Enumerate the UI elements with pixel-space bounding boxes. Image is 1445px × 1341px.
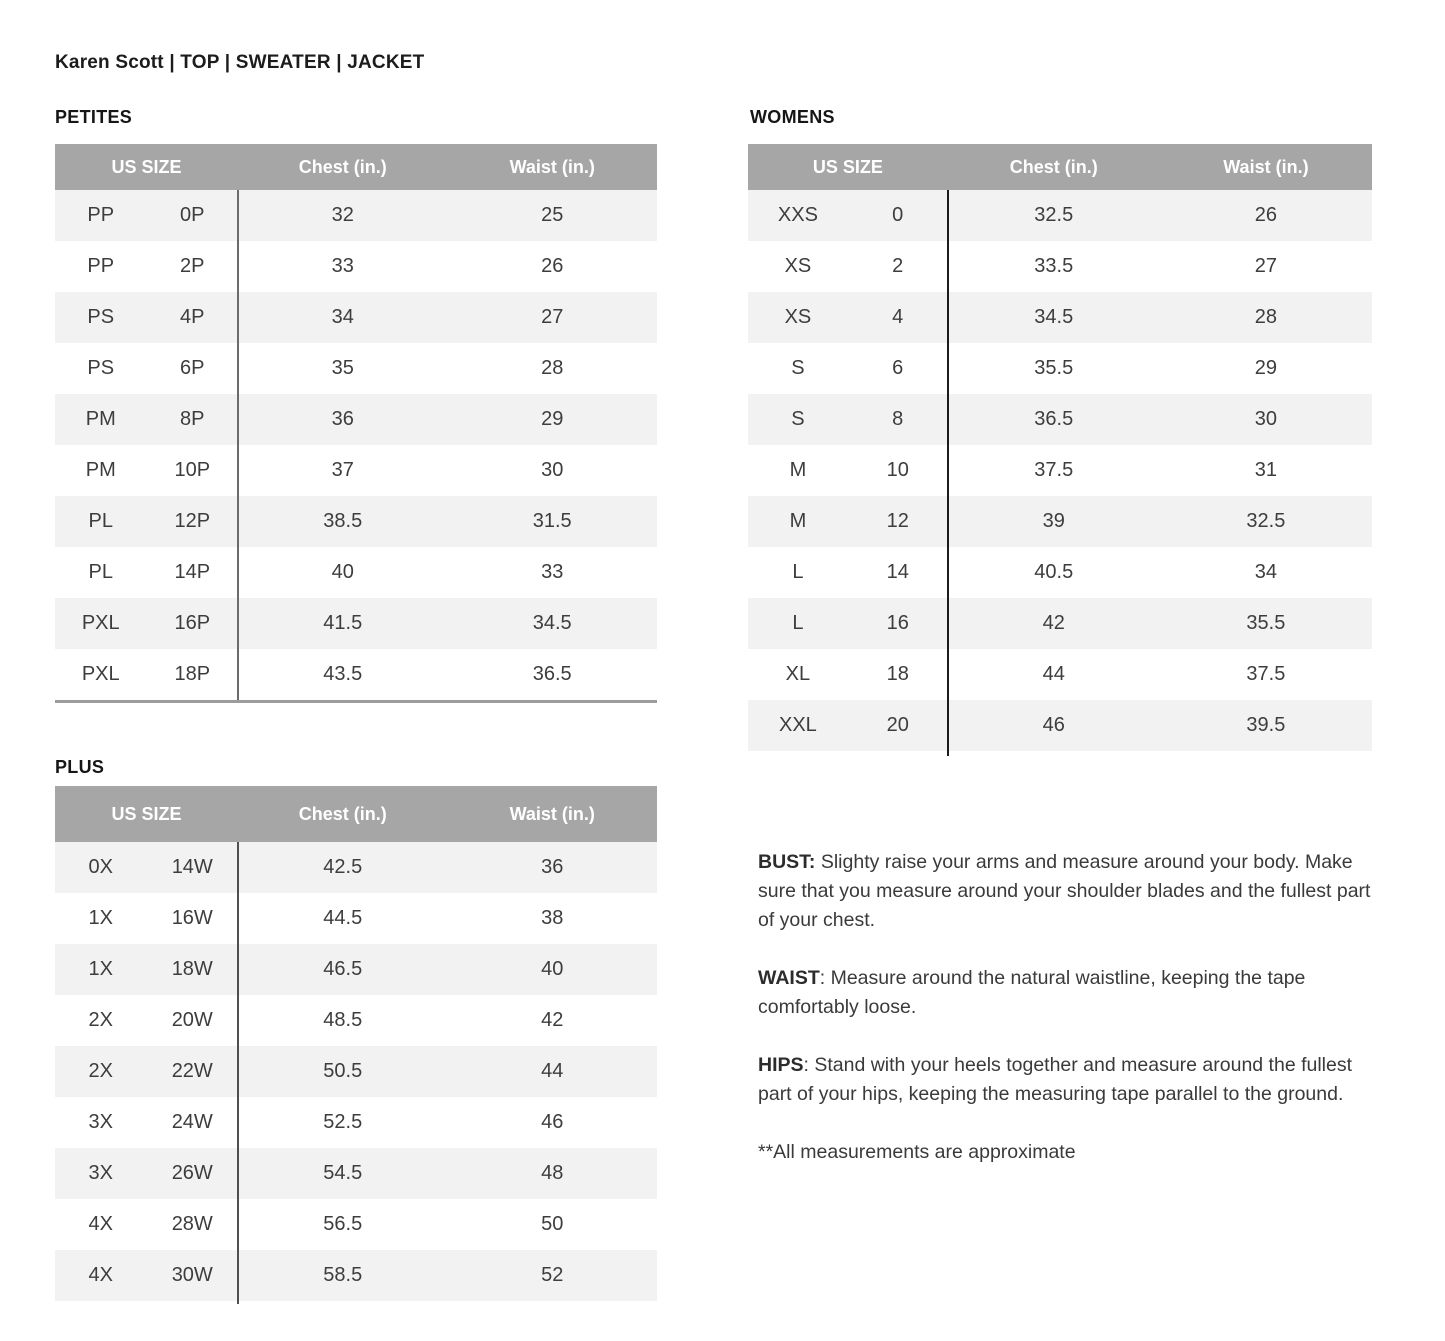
chest-value-cell: 43.5	[323, 663, 363, 685]
waist-value-cell: 52	[541, 1264, 564, 1286]
size-code-cell: 3X	[88, 1111, 113, 1133]
table-row	[55, 1250, 657, 1301]
table-row	[55, 547, 657, 598]
table-row	[748, 190, 1372, 241]
waist-value-cell: 39.5	[1246, 714, 1286, 736]
waist-value-cell: 28	[1254, 306, 1278, 328]
womens-table	[748, 144, 1372, 751]
size-code-cell: XS	[784, 306, 812, 328]
size-number-cell: 4P	[180, 306, 205, 328]
size-code-cell: 3X	[88, 1162, 113, 1184]
chest-value-cell: 32	[331, 204, 354, 226]
table-row	[55, 995, 657, 1046]
waist-value-cell: 35.5	[1246, 612, 1286, 634]
table-row	[748, 394, 1372, 445]
size-code-cell: PXL	[81, 612, 120, 634]
size-code-cell: PP	[87, 255, 115, 277]
size-code-cell: PL	[88, 561, 113, 583]
chest-header: Chest (in.)	[298, 803, 387, 824]
size-code-cell: 1X	[88, 958, 113, 980]
waist-value-cell: 37.5	[1246, 663, 1286, 685]
womens-section-label: WOMENS	[750, 107, 835, 127]
size-number-cell: 2P	[180, 255, 205, 277]
chest-value-cell: 40.5	[1034, 561, 1074, 583]
waist-value-cell: 27	[541, 306, 564, 328]
table-row	[55, 445, 657, 496]
size-code-cell: PS	[87, 306, 115, 328]
table-row	[55, 1046, 657, 1097]
chest-value-cell: 44.5	[323, 907, 363, 929]
waist-value-cell: 38	[541, 907, 564, 929]
waist-value-cell: 46	[541, 1111, 564, 1133]
table-bottom-border	[55, 700, 657, 703]
size-code-cell: 2X	[88, 1009, 113, 1031]
size-code-cell: PM	[85, 408, 116, 430]
waist-value-cell: 29	[541, 408, 564, 430]
petites-table-header	[55, 144, 657, 190]
size-number-cell: 20W	[171, 1009, 213, 1031]
chest-value-cell: 42.5	[323, 856, 363, 878]
waist-value-cell: 36.5	[532, 663, 572, 685]
waist-header: Waist (in.)	[509, 803, 595, 824]
us-size-header: US SIZE	[111, 156, 182, 177]
size-number-cell: 20	[886, 714, 909, 736]
table-row	[55, 1199, 657, 1250]
chest-value-cell: 48.5	[323, 1009, 363, 1031]
waist-value-cell: 50	[541, 1213, 564, 1235]
waist-value-cell: 28	[541, 357, 564, 379]
chest-value-cell: 52.5	[323, 1111, 363, 1133]
table-row	[55, 496, 657, 547]
table-row	[748, 598, 1372, 649]
waist-value-cell: 44	[541, 1060, 564, 1082]
chest-value-cell: 34.5	[1034, 306, 1074, 328]
plus-table-body	[55, 842, 657, 1301]
plus-section-label: PLUS	[55, 757, 105, 777]
table-row	[55, 944, 657, 995]
waist-note-label: WAIST	[758, 967, 820, 989]
size-number-cell: 14W	[171, 856, 213, 878]
size-number-cell: 16W	[171, 907, 213, 929]
size-number-cell: 28W	[171, 1213, 213, 1235]
size-code-cell: 1X	[88, 907, 113, 929]
size-number-cell: 12	[886, 510, 909, 532]
size-code-cell: S	[791, 357, 805, 379]
size-code-cell: PXL	[81, 663, 120, 685]
hips-note-text: : Stand with your heels together and measure around the fullest part of your hips, keeping the measuring tape parallel to the ground.	[758, 1054, 1353, 1105]
size-number-cell: 12P	[174, 510, 211, 532]
waist-value-cell: 30	[541, 459, 564, 481]
womens-table-body	[748, 190, 1372, 751]
size-code-cell: XS	[784, 255, 812, 277]
chest-value-cell: 35	[331, 357, 354, 379]
table-row	[748, 547, 1372, 598]
waist-value-cell: 25	[541, 204, 564, 226]
waist-value-cell: 34.5	[532, 612, 572, 634]
chest-value-cell: 42	[1042, 612, 1065, 634]
chest-value-cell: 38.5	[323, 510, 363, 532]
table-row	[55, 1097, 657, 1148]
petites-table	[55, 144, 657, 700]
chest-value-cell: 36	[331, 408, 354, 430]
size-code-cell: PM	[85, 459, 116, 481]
size-number-cell: 30W	[171, 1264, 213, 1286]
size-number-cell: 8P	[180, 408, 205, 430]
chest-value-cell: 41.5	[323, 612, 363, 634]
waist-header: Waist (in.)	[1223, 156, 1309, 177]
size-code-cell: XXS	[777, 204, 818, 226]
table-row	[748, 649, 1372, 700]
table-row	[748, 700, 1372, 751]
table-row	[748, 292, 1372, 343]
size-number-cell: 10P	[174, 459, 211, 481]
waist-value-cell: 26	[541, 255, 564, 277]
size-number-cell: 2	[892, 255, 904, 277]
size-code-cell: 4X	[88, 1213, 113, 1235]
size-code-cell: M	[789, 510, 807, 532]
chest-value-cell: 32.5	[1034, 204, 1074, 226]
chest-value-cell: 34	[331, 306, 354, 328]
column-divider-line	[237, 842, 239, 1304]
page-title: Karen Scott | TOP | SWEATER | JACKET	[55, 52, 425, 73]
table-row	[55, 893, 657, 944]
size-number-cell: 18P	[174, 663, 211, 685]
table-row	[55, 343, 657, 394]
size-code-cell: L	[792, 561, 804, 583]
table-row	[55, 394, 657, 445]
waist-value-cell: 32.5	[1246, 510, 1286, 532]
us-size-header: US SIZE	[812, 156, 883, 177]
chest-value-cell: 39	[1042, 510, 1065, 532]
size-code-cell: PS	[87, 357, 115, 379]
size-number-cell: 10	[886, 459, 909, 481]
size-number-cell: 4	[892, 306, 904, 328]
chest-value-cell: 40	[331, 561, 354, 583]
approximate-footnote: **All measurements are approximate	[758, 1141, 1076, 1163]
column-divider-line	[947, 190, 949, 756]
table-row	[55, 598, 657, 649]
size-number-cell: 26W	[171, 1162, 213, 1184]
size-code-cell: XXL	[779, 714, 817, 736]
table-row	[748, 445, 1372, 496]
hips-note	[758, 1051, 1380, 1109]
size-number-cell: 18	[886, 663, 909, 685]
waist-value-cell: 31.5	[532, 510, 572, 532]
chest-value-cell: 56.5	[323, 1213, 363, 1235]
chest-header: Chest (in.)	[298, 156, 387, 177]
size-number-cell: 24W	[171, 1111, 213, 1133]
size-code-cell: S	[791, 408, 805, 430]
petites-section-label: PETITES	[55, 107, 133, 127]
size-code-cell: 4X	[88, 1264, 113, 1286]
size-code-cell: PP	[87, 204, 115, 226]
bust-note	[758, 848, 1380, 935]
chest-value-cell: 50.5	[323, 1060, 363, 1082]
table-row	[55, 842, 657, 893]
size-code-cell: 0X	[88, 856, 113, 878]
chest-value-cell: 37	[331, 459, 354, 481]
size-code-cell: M	[789, 459, 807, 481]
waist-value-cell: 31	[1254, 459, 1278, 481]
size-number-cell: 6	[892, 357, 904, 379]
waist-value-cell: 29	[1254, 357, 1278, 379]
waist-value-cell: 26	[1254, 204, 1278, 226]
plus-table	[55, 786, 657, 1301]
waist-value-cell: 30	[1254, 408, 1278, 430]
size-number-cell: 8	[892, 408, 904, 430]
size-number-cell: 16P	[174, 612, 211, 634]
measurement-notes	[758, 848, 1380, 1196]
table-row	[748, 241, 1372, 292]
size-number-cell: 22W	[171, 1060, 213, 1082]
plus-table-header	[55, 786, 657, 842]
table-row	[55, 292, 657, 343]
size-code-cell: XL	[785, 663, 811, 685]
petites-table-body	[55, 190, 657, 700]
chest-value-cell: 37.5	[1034, 459, 1074, 481]
table-row	[55, 649, 657, 700]
column-divider-line	[237, 190, 239, 700]
chest-value-cell: 33	[331, 255, 354, 277]
waist-note-text: : Measure around the natural waistline, keeping the tape comfortably loose.	[758, 967, 1306, 1018]
chest-value-cell: 35.5	[1034, 357, 1074, 379]
size-number-cell: 18W	[171, 958, 213, 980]
size-number-cell: 6P	[180, 357, 205, 379]
table-row	[55, 241, 657, 292]
chest-value-cell: 46	[1042, 714, 1065, 736]
table-row	[55, 1148, 657, 1199]
waist-value-cell: 34	[1254, 561, 1278, 583]
chest-value-cell: 44	[1042, 663, 1065, 685]
size-number-cell: 16	[886, 612, 909, 634]
us-size-header: US SIZE	[111, 803, 182, 824]
hips-note-label: HIPS	[758, 1054, 804, 1076]
waist-value-cell: 40	[541, 958, 564, 980]
size-code-cell: 2X	[88, 1060, 113, 1082]
size-code-cell: PL	[88, 510, 113, 532]
table-row	[748, 343, 1372, 394]
womens-table-header	[748, 144, 1372, 190]
waist-note	[758, 964, 1380, 1022]
chest-value-cell: 36.5	[1034, 408, 1074, 430]
size-code-cell: L	[792, 612, 804, 634]
size-number-cell: 0	[892, 204, 904, 226]
bust-note-text: Slighty raise your arms and measure around your body. Make sure that you measure around your shoulder blades and the fullest part of your chest.	[758, 851, 1371, 931]
waist-value-cell: 36	[541, 856, 564, 878]
chest-value-cell: 58.5	[323, 1264, 363, 1286]
waist-header: Waist (in.)	[509, 156, 595, 177]
table-row	[55, 190, 657, 241]
waist-value-cell: 33	[541, 561, 564, 583]
size-number-cell: 14	[886, 561, 909, 583]
size-number-cell: 0P	[180, 204, 205, 226]
chest-value-cell: 46.5	[323, 958, 363, 980]
waist-value-cell: 42	[541, 1009, 564, 1031]
chest-header: Chest (in.)	[1009, 156, 1098, 177]
chest-value-cell: 33.5	[1034, 255, 1074, 277]
bust-note-label: BUST:	[758, 851, 816, 873]
chest-value-cell: 54.5	[323, 1162, 363, 1184]
waist-value-cell: 27	[1254, 255, 1278, 277]
table-row	[748, 496, 1372, 547]
waist-value-cell: 48	[541, 1162, 564, 1184]
size-number-cell: 14P	[174, 561, 211, 583]
